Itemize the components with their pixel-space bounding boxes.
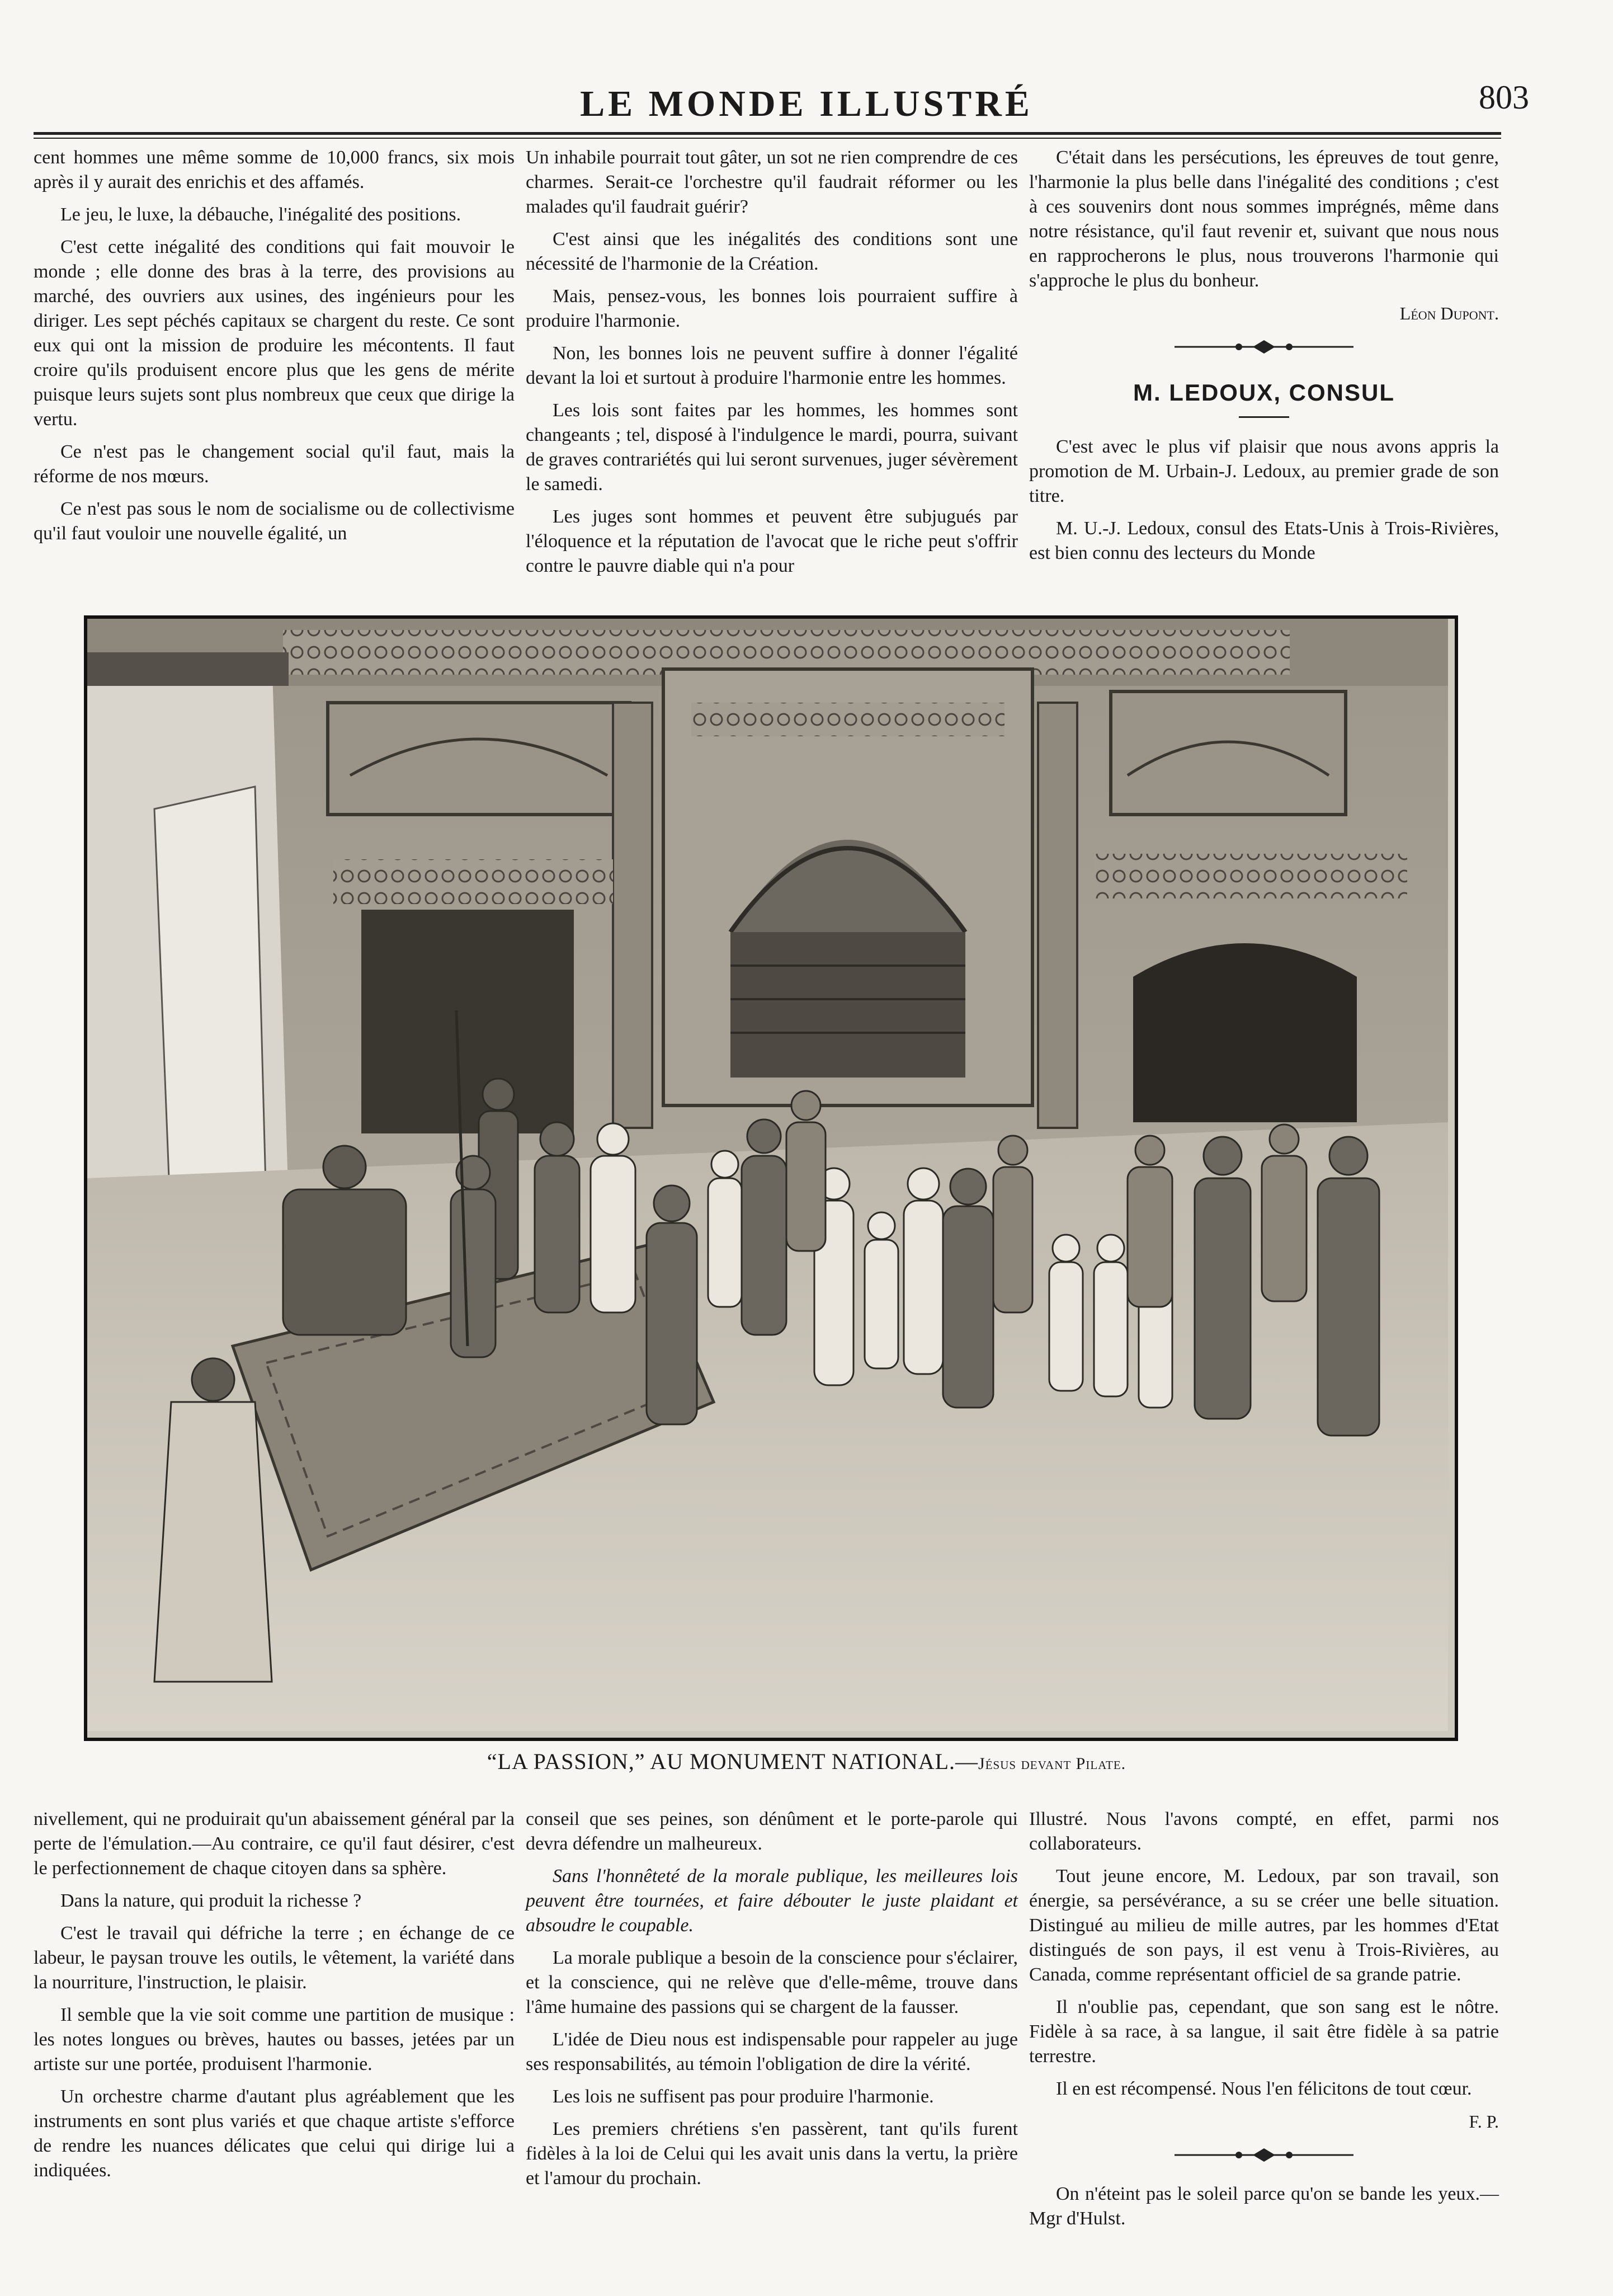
masthead-rule-thick: [34, 132, 1501, 135]
paragraph: conseil que ses peines, son dénûment et le porte-parole qui devra défendre un malheureux.: [526, 1809, 1018, 1854]
paragraph: Ce n'est pas le changement social qu'il faut, mais la réforme de nos mœurs.: [34, 441, 515, 487]
paragraph: C'était dans les persécutions, les épreuves de tout genre, l'harmonie la plus belle dans l'inégalité des conditions ; c'est à ces souvenirs dont nous sommes imprégnés, même dans notre résistance, qu'il faut revenir et, suivant que nous nous en rapprocherons le plus, nous trouverons l'harmonie qui s'approche le plus du bonheur.: [1029, 147, 1499, 291]
newspaper-title: LE MONDE ILLUSTRÉ: [580, 83, 1033, 124]
bottom-column-1: [34, 1807, 515, 2232]
paragraph: Ce n'est pas sous le nom de socialisme ou de collectivisme qu'il faut vouloir une nouvelle égalité, un: [34, 498, 515, 544]
ornament-divider-icon: [1169, 336, 1359, 358]
paragraph: Les lois ne suffisent pas pour produire l'harmonie.: [553, 2086, 934, 2107]
paragraph: Les premiers chrétiens s'en passèrent, tant qu'ils furent fidèles à la loi de Celui qui les avait unis dans la vertu, la prière et l'amour du prochain.: [526, 2119, 1018, 2189]
stage-scene-illustration: [87, 619, 1448, 1731]
paragraph: C'est ainsi que les inégalités des conditions sont une nécessité de l'harmonie de la Création.: [526, 229, 1018, 274]
closing-quote: On n'éteint pas le soleil parce qu'on se bande les yeux.—Mgr d'Hulst.: [1029, 2184, 1499, 2229]
author-signature: Léon Dupont.: [1399, 303, 1499, 323]
paragraph: Sans l'honnêteté de la morale publique, les meilleures lois peuvent être tournées, et faire débouter le juste plaidant et absoudre le coupable.: [526, 1866, 1018, 1936]
masthead: [0, 0, 1613, 140]
masthead-rule-thin: [34, 138, 1501, 139]
paragraph: Le jeu, le luxe, la débauche, l'inégalité des positions.: [60, 204, 461, 225]
paragraph: Tout jeune encore, M. Ledoux, par son travail, son énergie, sa persévérance, a su se créer une belle situation. Distingué au milieu de mille autres, par les hommes d'Etat distingués de son pays, il est venu à Trois-Rivières, au Canada, comme représentant officiel de sa grande patrie.: [1029, 1866, 1499, 1985]
paragraph: Un orchestre charme d'autant plus agréablement que les instruments en sont plus variés et que chaque artiste s'efforce de rendre les nuances délicates que celui qui dirige lui a indiquées.: [34, 2086, 515, 2181]
paragraph: Il n'oublie pas, cependant, que son sang est le nôtre. Fidèle à sa race, à sa langue, il sait être fidèle à sa patrie terrestre.: [1029, 1997, 1499, 2067]
caption-main: “LA PASSION,” AU MONUMENT NATIONAL.—: [487, 1749, 979, 1774]
section-title: M. LEDOUX, CONSUL: [1133, 379, 1395, 406]
paragraph: Les lois sont faites par les hommes, les hommes sont changeants ; tel, disposé à l'indulgence le mardi, pourra, suivant de graves contrariétés qui lui seront survenues, juger sévèrement le samedi.: [526, 400, 1018, 495]
theatre-photograph: [84, 615, 1458, 1741]
paragraph: Illustré. Nous l'avons compté, en effet, parmi nos collaborateurs.: [1029, 1809, 1499, 1854]
paragraph: L'idée de Dieu nous est indispensable pour rappeler au juge ses responsabilités, au témoin l'obligation de dire la vérité.: [526, 2029, 1018, 2074]
paragraph: C'est le travail qui défriche la terre ; en échange de ce labeur, le paysan trouve les outils, le vêtement, la variété dans la nourriture, l'instruction, le plaisir.: [34, 1923, 515, 1993]
title-rule: [1239, 416, 1289, 418]
paragraph: Dans la nature, qui produit la richesse ?: [60, 1890, 362, 1911]
caption-subtitle: Jésus devant Pilate.: [978, 1754, 1126, 1773]
bottom-column-3: [1029, 1807, 1499, 2232]
paragraph: nivellement, qui ne produirait qu'un abaissement général par la perte de l'émulation.—Au contraire, ce qu'il faut désirer, c'est le perfectionnement de chaque citoyen dans sa sphère.: [34, 1809, 515, 1879]
top-column-1: [34, 145, 515, 593]
paragraph: cent hommes une même somme de 10,000 francs, six mois après il y aurait des enrichis et des affamés.: [34, 147, 515, 192]
ornament-divider-icon: [1169, 2144, 1359, 2166]
paragraph: Les juges sont hommes et peuvent être subjugués par l'éloquence et la réputation de l'avocat que le riche peut s'offrir contre le pauvre diable qui n'a pour: [526, 506, 1018, 576]
paragraph: Non, les bonnes lois ne peuvent suffire à donner l'égalité devant la loi et surtout à produire l'harmonie entre les hommes.: [526, 343, 1018, 388]
top-column-2: [526, 145, 1018, 593]
top-column-3: [1029, 145, 1499, 593]
paragraph: La morale publique a besoin de la conscience pour s'éclairer, et la conscience, qui ne relève que d'elle-même, trouve dans l'âme humaine des passions qui se chargent de la fausser.: [526, 1947, 1018, 2017]
paragraph: Il en est récompensé. Nous l'en félicitons de tout cœur.: [1056, 2078, 1472, 2099]
page-number: 803: [1479, 79, 1529, 116]
paragraph: Un inhabile pourrait tout gâter, un sot ne rien comprendre de ces charmes. Serait-ce l'orchestre qu'il faudrait réformer ou les malades qu'il faudrait guérir?: [526, 147, 1018, 217]
author-signature: F. P.: [1469, 2111, 1499, 2132]
paragraph: M. U.-J. Ledoux, consul des Etats-Unis à Trois-Rivières, est bien connu des lecteurs du Monde: [1029, 518, 1499, 563]
paragraph: C'est avec le plus vif plaisir que nous avons appris la promotion de M. Urbain-J. Ledoux, au premier grade de son titre.: [1029, 436, 1499, 506]
paragraph: Il semble que la vie soit comme une partition de musique : les notes longues ou brèves, hautes ou basses, jetées par un artiste sur une portée, produisent l'harmonie.: [34, 2005, 515, 2074]
paragraph: Mais, pensez-vous, les bonnes lois pourraient suffire à produire l'harmonie.: [526, 286, 1018, 331]
paragraph: C'est cette inégalité des conditions qui fait mouvoir le monde ; elle donne des bras à la terre, des provisions au marché, des ouvriers aux usines, des ingénieurs pour les diriger. Les sept péchés capitaux se chargent du reste. Ce sont eux qui ont la mission de produire les mécontents. Il faut croire qu'ils produisent encore plus que les gens de mérite puisque leurs sujets sont plus nombreux que ceux que dirige la vertu.: [34, 237, 515, 430]
bottom-column-2: [526, 1807, 1018, 2232]
photo-caption: [0, 1748, 1613, 1775]
